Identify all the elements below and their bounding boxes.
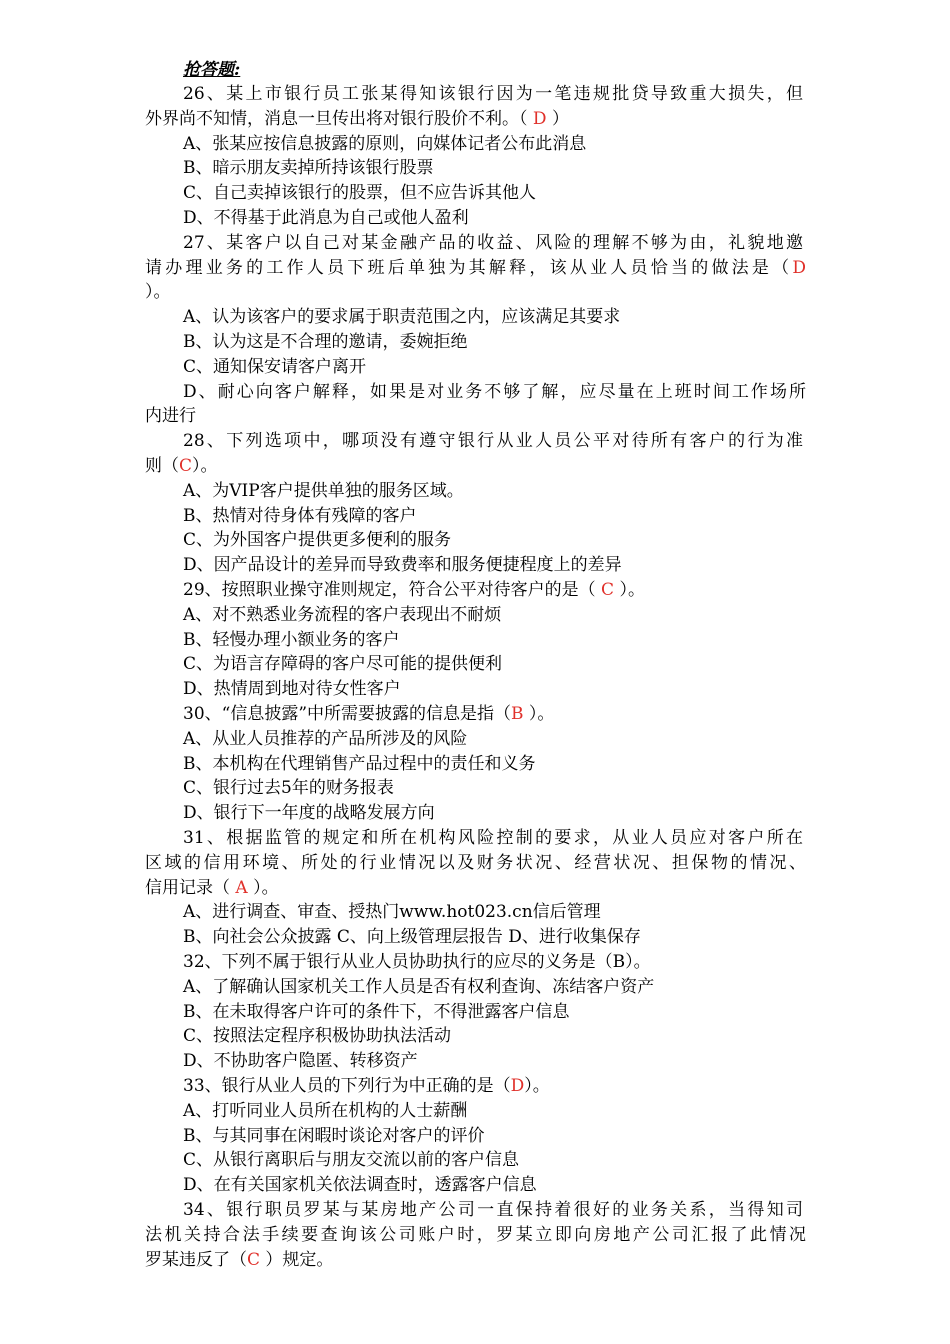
question-stem-tail: ）规定。 xyxy=(260,1250,334,1270)
option-line: D、在有关国家机关依法调查时，透露客户信息 xyxy=(183,1175,537,1195)
option-line: A、对不熟悉业务流程的客户表现出不耐烦 xyxy=(183,605,502,625)
question-stem-text: 则（ xyxy=(145,456,179,476)
question-stem-line xyxy=(145,1223,806,1247)
option-line: A、从业人员推荐的产品所涉及的风险 xyxy=(183,729,468,749)
question-stem-line xyxy=(145,851,806,875)
question-stem-line xyxy=(145,1248,333,1272)
question-stem-text: 31、根据监管的规定和所在机构风险控制的要求，从业人员应对客户所在 xyxy=(183,828,803,848)
option-line: B、暗示朋友卖掉所持该银行股票 xyxy=(183,158,434,178)
section-heading: 抢答题: xyxy=(183,60,241,80)
question-stem-text: 26、某上市银行员工张某得知该银行因为一笔违规批贷导致重大损失，但 xyxy=(183,84,803,104)
option-line: B、与其同事在闲暇时谈论对客户的评价 xyxy=(183,1126,485,1146)
option-line: B、认为这是不合理的邀请，委婉拒绝 xyxy=(183,332,468,352)
question-stem-line xyxy=(183,702,554,726)
question-stem-text: 罗某违反了（ xyxy=(145,1250,247,1270)
question-stem-text: 29、按照职业操守准则规定，符合公平对待客户的是（ xyxy=(183,580,602,600)
option-line: C、自己卖掉该银行的股票，但不应告诉其他人 xyxy=(183,183,537,203)
question-stem-line xyxy=(183,950,651,974)
question-stem-line xyxy=(145,876,279,900)
question-stem-line xyxy=(145,280,171,304)
option-line: B、向社会公众披露 C、向上级管理层报告 D、进行收集保存 xyxy=(183,927,641,947)
option-line: B、轻慢办理小额业务的客户 xyxy=(183,630,400,650)
answer-letter: D xyxy=(532,109,547,129)
question-stem-line xyxy=(183,231,803,255)
answer-letter: B xyxy=(511,704,524,724)
question-stem-line xyxy=(183,1198,803,1222)
question-stem-text: 32、下列不属于银行从业人员协助执行的应尽的义务是（B）。 xyxy=(183,952,651,972)
question-stem-tail: ）。 xyxy=(192,456,218,476)
option-line: A、张某应按信息披露的原则，向媒体记者公布此消息 xyxy=(183,134,587,154)
answer-letter: C xyxy=(247,1250,261,1270)
question-stem-text: 27、某客户以自己对某金融产品的收益、风险的理解不够为由，礼貌地邀 xyxy=(183,233,803,253)
question-stem-text: 28、下列选项中，哪项没有遵守银行从业人员公平对待所有客户的行为准 xyxy=(183,431,803,451)
option-line: C、通知保安请客户离开 xyxy=(183,357,367,377)
option-line: D、热情周到地对待女性客户 xyxy=(183,679,401,699)
option-line: C、从银行离职后与朋友交流以前的客户信息 xyxy=(183,1150,520,1170)
question-stem-line xyxy=(183,826,803,850)
option-line: A、认为该客户的要求属于职责范围之内，应该满足其要求 xyxy=(183,307,621,327)
option-line: A、打听同业人员所在机构的人士薪酬 xyxy=(183,1101,468,1121)
option-line: B、本机构在代理销售产品过程中的责任和义务 xyxy=(183,754,536,774)
question-stem-line xyxy=(183,82,803,106)
option-line: A、进行调查、审查、授热门www.hot023.cn信后管理 xyxy=(183,902,601,922)
question-stem-text: 外界尚不知情，消息一旦传出将对银行股价不利。（ xyxy=(145,109,533,129)
answer-letter: C xyxy=(179,456,193,476)
option-line: B、热情对待身体有残障的客户 xyxy=(183,506,417,526)
question-stem-tail: ） xyxy=(546,109,569,129)
option-line: A、了解确认国家机关工作人员是否有权利查询、冻结客户资产 xyxy=(183,977,655,997)
question-stem-tail: ）。 xyxy=(247,878,279,898)
question-stem-text: 30、“信息披露”中所需要披露的信息是指（ xyxy=(183,704,512,724)
option-line: A、为VIP客户提供单独的服务区域。 xyxy=(183,481,464,501)
question-stem-line xyxy=(183,429,803,453)
question-stem-tail: ）。 xyxy=(145,282,171,302)
option-line: D、银行下一年度的战略发展方向 xyxy=(183,803,435,823)
option-line: D、因产品设计的差异而导致费率和服务便捷程度上的差异 xyxy=(183,555,622,575)
answer-letter: D xyxy=(792,258,806,278)
answer-letter: C xyxy=(601,580,615,600)
question-stem-line xyxy=(145,107,569,131)
question-stem-text: 信用记录（ xyxy=(145,878,236,898)
option-line: C、银行过去5年的财务报表 xyxy=(183,778,394,798)
question-stem-line xyxy=(183,578,645,602)
question-stem-text: 33、银行从业人员的下列行为中正确的是（ xyxy=(183,1076,511,1096)
question-stem-text: 请办理业务的工作人员下班后单独为其解释，该从业人员恰当的做法是（ xyxy=(145,258,793,278)
option-line: C、按照法定程序积极协助执法活动 xyxy=(183,1026,452,1046)
option-line: D、不协助客户隐匿、转移资产 xyxy=(183,1051,418,1071)
question-stem-text: 34、银行职员罗某与某房地产公司一直保持着很好的业务关系，当得知司 xyxy=(183,1200,803,1220)
question-stem-text: 区域的信用环境、所处的行业情况以及财务状况、经营状况、担保物的情况、 xyxy=(145,853,806,873)
question-stem-line xyxy=(145,454,218,478)
question-stem-tail: ）。 xyxy=(614,580,645,600)
question-stem-tail: ）。 xyxy=(523,704,555,724)
option-line: D、不得基于此消息为自己或他人盈利 xyxy=(183,208,469,228)
option-line: C、为语言存障碍的客户尽可能的提供便利 xyxy=(183,654,503,674)
option-line: B、在未取得客户许可的条件下，不得泄露客户信息 xyxy=(183,1002,570,1022)
question-stem-tail: ）。 xyxy=(524,1076,550,1096)
question-stem-text: 法机关持合法手续要查询该公司账户时，罗某立即向房地产公司汇报了此情况 xyxy=(145,1225,806,1245)
answer-letter: D xyxy=(510,1076,525,1096)
question-stem-line xyxy=(145,256,806,280)
question-stem-line xyxy=(183,1074,550,1098)
option-line: C、为外国客户提供更多便利的服务 xyxy=(183,530,452,550)
option-line: 内进行 xyxy=(145,406,196,426)
option-line: D、耐心向客户解释，如果是对业务不够了解，应尽量在上班时间工作场所 xyxy=(183,382,806,402)
answer-letter: A xyxy=(235,878,248,898)
